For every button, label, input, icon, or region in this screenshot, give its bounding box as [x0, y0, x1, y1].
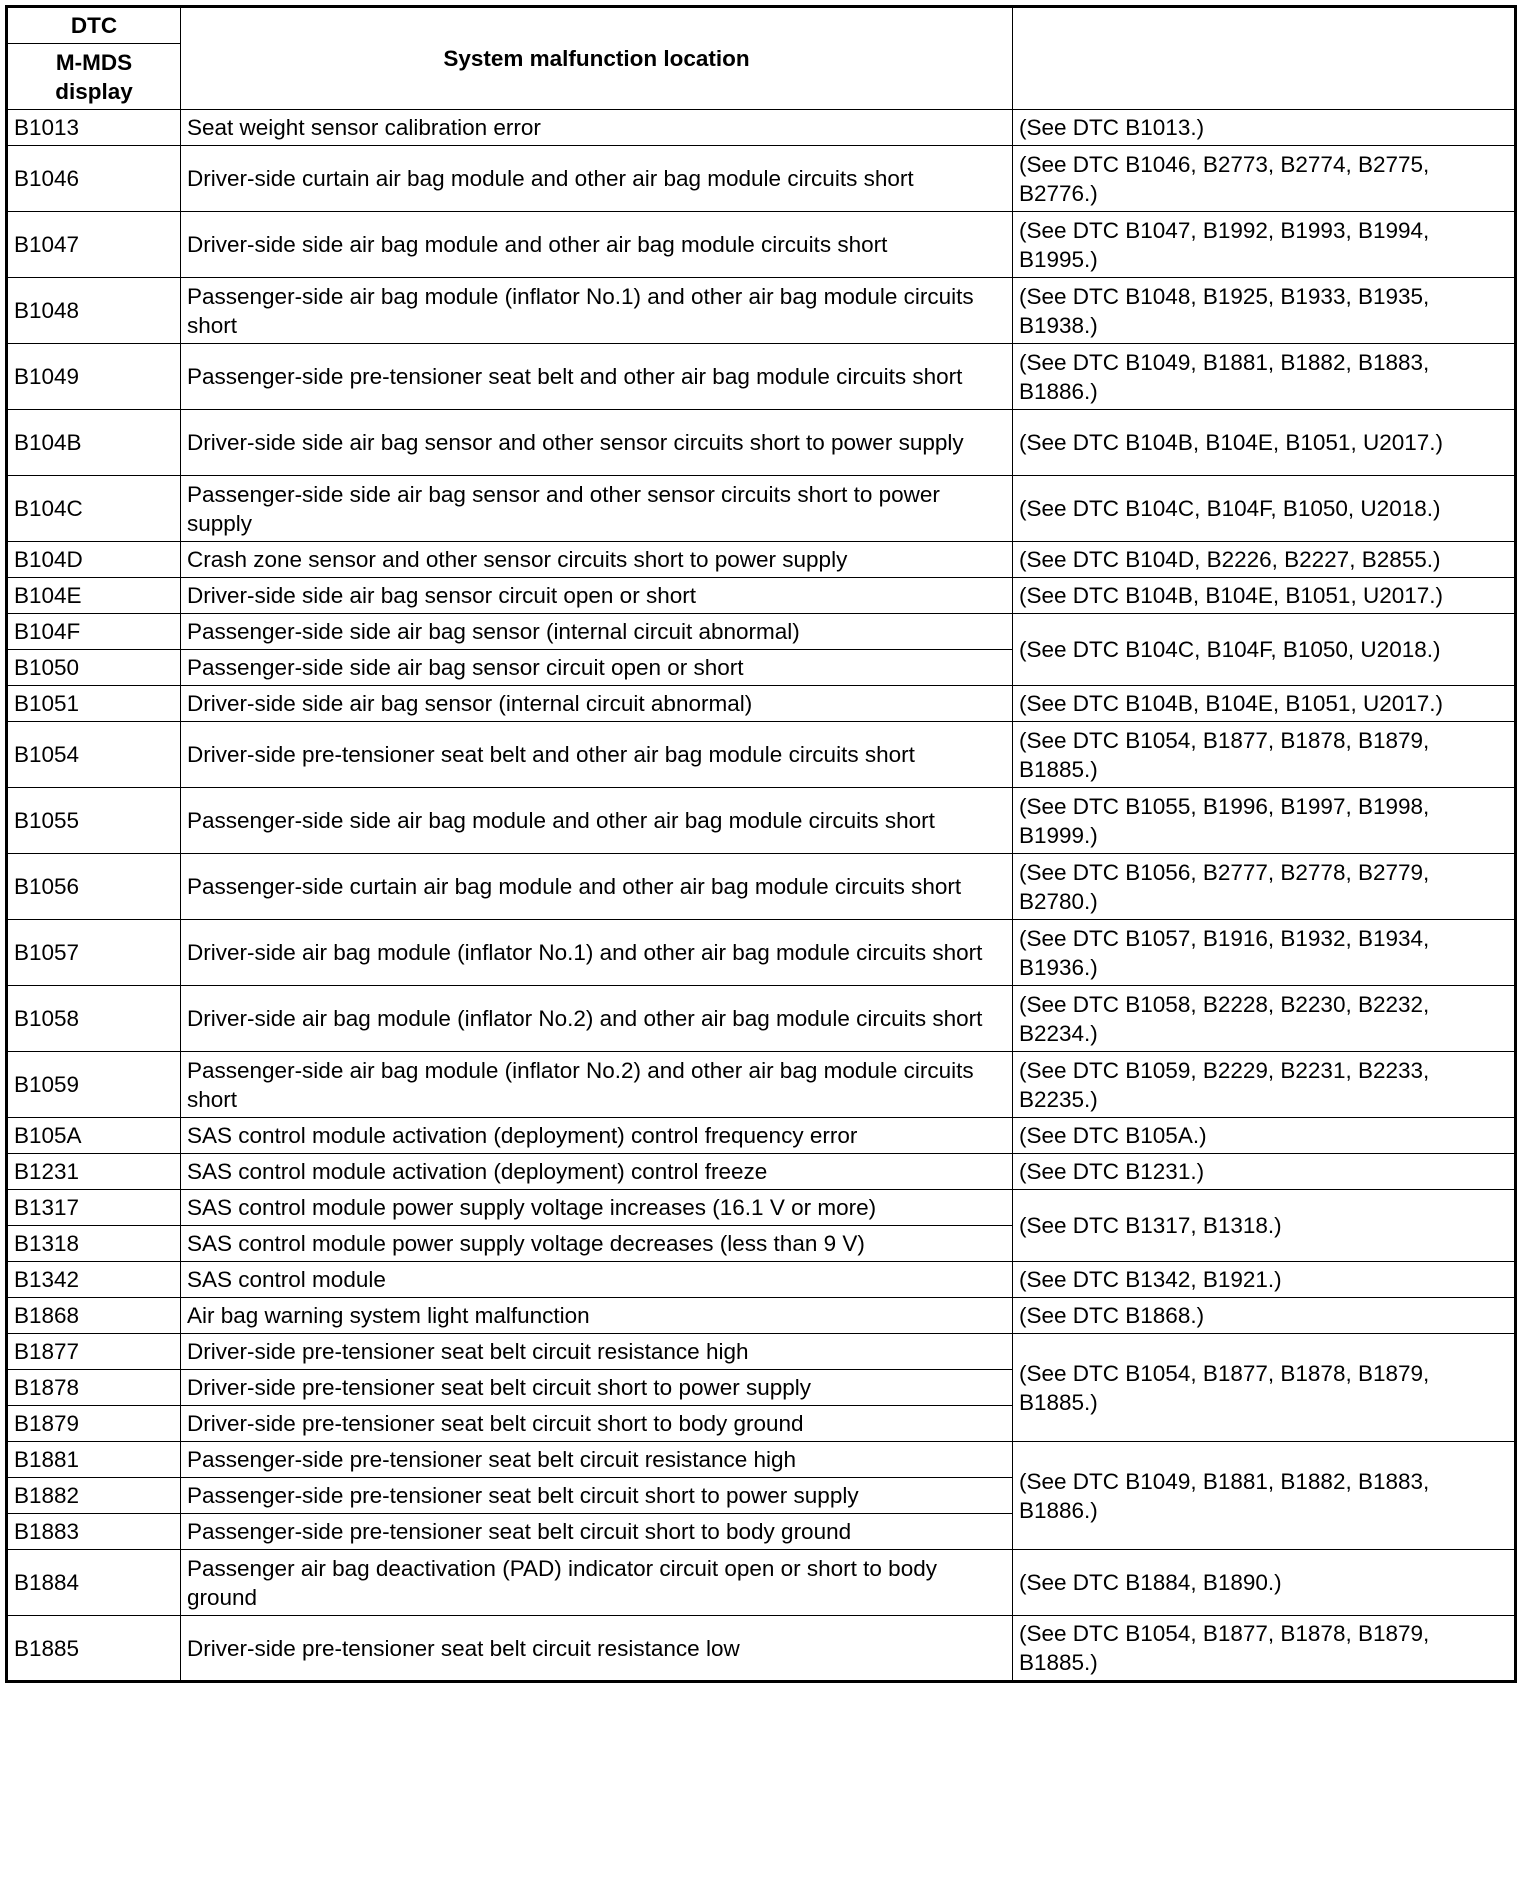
dtc-code: B1050: [7, 650, 181, 686]
reference: (See DTC B1046, B2773, B2774, B2775, B2776.): [1013, 146, 1516, 212]
table-row: [7, 986, 1516, 1052]
table-row: [7, 722, 1516, 788]
dtc-code: B1885: [7, 1616, 181, 1682]
malfunction-location: Driver-side side air bag sensor and other sensor circuits short to power supply: [181, 410, 1013, 476]
malfunction-location: Driver-side pre-tensioner seat belt circuit resistance high: [181, 1334, 1013, 1370]
dtc-code: B1049: [7, 344, 181, 410]
table-row: [7, 1616, 1516, 1682]
dtc-code: B1055: [7, 788, 181, 854]
malfunction-location: Driver-side air bag module (inflator No.2) and other air bag module circuits short: [181, 986, 1013, 1052]
table-row: [7, 578, 1516, 614]
table-row: [7, 686, 1516, 722]
table-row: [7, 1550, 1516, 1616]
header-ref: [1013, 7, 1516, 110]
table-row: [7, 212, 1516, 278]
malfunction-location: Driver-side pre-tensioner seat belt and other air bag module circuits short: [181, 722, 1013, 788]
malfunction-location: SAS control module activation (deployment) control freeze: [181, 1154, 1013, 1190]
reference: (See DTC B104C, B104F, B1050, U2018.): [1013, 476, 1516, 542]
dtc-code: B1013: [7, 110, 181, 146]
reference: (See DTC B104C, B104F, B1050, U2018.): [1013, 614, 1516, 686]
malfunction-location: Passenger-side pre-tensioner seat belt circuit short to body ground: [181, 1514, 1013, 1550]
table-row: [7, 1298, 1516, 1334]
table-row: [7, 542, 1516, 578]
header-dtc: DTC: [7, 7, 181, 44]
reference: (See DTC B1058, B2228, B2230, B2232, B2234.): [1013, 986, 1516, 1052]
reference: (See DTC B1049, B1881, B1882, B1883, B1886.): [1013, 344, 1516, 410]
reference: (See DTC B104B, B104E, B1051, U2017.): [1013, 578, 1516, 614]
dtc-code: B1868: [7, 1298, 181, 1334]
dtc-code: B104C: [7, 476, 181, 542]
malfunction-location: Driver-side pre-tensioner seat belt circuit short to body ground: [181, 1406, 1013, 1442]
malfunction-location: Air bag warning system light malfunction: [181, 1298, 1013, 1334]
header-location: System malfunction location: [181, 7, 1013, 110]
reference: (See DTC B1054, B1877, B1878, B1879, B1885.): [1013, 722, 1516, 788]
reference: (See DTC B1013.): [1013, 110, 1516, 146]
dtc-code: B1048: [7, 278, 181, 344]
reference: (See DTC B1059, B2229, B2231, B2233, B2235.): [1013, 1052, 1516, 1118]
table-row: [7, 476, 1516, 542]
reference: (See DTC B104B, B104E, B1051, U2017.): [1013, 686, 1516, 722]
dtc-code: B1059: [7, 1052, 181, 1118]
malfunction-location: Driver-side side air bag sensor (internal circuit abnormal): [181, 686, 1013, 722]
dtc-code: B1058: [7, 986, 181, 1052]
dtc-code: B1317: [7, 1190, 181, 1226]
table-row: [7, 1118, 1516, 1154]
dtc-code: B1882: [7, 1478, 181, 1514]
reference: (See DTC B1884, B1890.): [1013, 1550, 1516, 1616]
dtc-table: [5, 5, 1517, 1683]
malfunction-location: Passenger-side side air bag module and other air bag module circuits short: [181, 788, 1013, 854]
reference: (See DTC B104B, B104E, B1051, U2017.): [1013, 410, 1516, 476]
malfunction-location: Passenger-side curtain air bag module and other air bag module circuits short: [181, 854, 1013, 920]
table-row: [7, 920, 1516, 986]
malfunction-location: Passenger-side air bag module (inflator No.1) and other air bag module circuits short: [181, 278, 1013, 344]
reference: (See DTC B1342, B1921.): [1013, 1262, 1516, 1298]
table-row: [7, 1052, 1516, 1118]
reference: (See DTC B1054, B1877, B1878, B1879, B1885.): [1013, 1616, 1516, 1682]
table-row: [7, 344, 1516, 410]
dtc-code: B105A: [7, 1118, 181, 1154]
dtc-code: B104D: [7, 542, 181, 578]
malfunction-location: Driver-side pre-tensioner seat belt circuit resistance low: [181, 1616, 1013, 1682]
reference: (See DTC B1056, B2777, B2778, B2779, B2780.): [1013, 854, 1516, 920]
malfunction-location: Seat weight sensor calibration error: [181, 110, 1013, 146]
reference: (See DTC B1231.): [1013, 1154, 1516, 1190]
dtc-code: B104B: [7, 410, 181, 476]
malfunction-location: Passenger air bag deactivation (PAD) indicator circuit open or short to body ground: [181, 1550, 1013, 1616]
reference: (See DTC B1047, B1992, B1993, B1994, B1995.): [1013, 212, 1516, 278]
reference: (See DTC B105A.): [1013, 1118, 1516, 1154]
table-row: [7, 1154, 1516, 1190]
reference: (See DTC B1317, B1318.): [1013, 1190, 1516, 1262]
table-row: [7, 614, 1516, 650]
malfunction-location: Driver-side side air bag sensor circuit open or short: [181, 578, 1013, 614]
dtc-code: B1883: [7, 1514, 181, 1550]
dtc-code: B1051: [7, 686, 181, 722]
table-row: [7, 1334, 1516, 1370]
malfunction-location: Driver-side pre-tensioner seat belt circuit short to power supply: [181, 1370, 1013, 1406]
malfunction-location: SAS control module: [181, 1262, 1013, 1298]
malfunction-location: Passenger-side pre-tensioner seat belt circuit resistance high: [181, 1442, 1013, 1478]
header-mmds: M-MDS display: [7, 44, 181, 110]
table-row: [7, 278, 1516, 344]
malfunction-location: Crash zone sensor and other sensor circuits short to power supply: [181, 542, 1013, 578]
dtc-code: B1877: [7, 1334, 181, 1370]
dtc-code: B1342: [7, 1262, 181, 1298]
malfunction-location: Driver-side side air bag module and other air bag module circuits short: [181, 212, 1013, 278]
dtc-table-container: [5, 5, 1514, 1683]
reference: (See DTC B1054, B1877, B1878, B1879, B1885.): [1013, 1334, 1516, 1442]
malfunction-location: SAS control module power supply voltage decreases (less than 9 V): [181, 1226, 1013, 1262]
table-row: [7, 1262, 1516, 1298]
dtc-code: B1057: [7, 920, 181, 986]
reference: (See DTC B1055, B1996, B1997, B1998, B1999.): [1013, 788, 1516, 854]
table-row: [7, 854, 1516, 920]
malfunction-location: Passenger-side side air bag sensor (internal circuit abnormal): [181, 614, 1013, 650]
reference: (See DTC B1049, B1881, B1882, B1883, B1886.): [1013, 1442, 1516, 1550]
malfunction-location: Driver-side air bag module (inflator No.1) and other air bag module circuits short: [181, 920, 1013, 986]
table-row: [7, 110, 1516, 146]
reference: (See DTC B1048, B1925, B1933, B1935, B1938.): [1013, 278, 1516, 344]
malfunction-location: Passenger-side side air bag sensor and other sensor circuits short to power supply: [181, 476, 1013, 542]
reference: (See DTC B1057, B1916, B1932, B1934, B1936.): [1013, 920, 1516, 986]
malfunction-location: Passenger-side air bag module (inflator No.2) and other air bag module circuits short: [181, 1052, 1013, 1118]
malfunction-location: Passenger-side pre-tensioner seat belt and other air bag module circuits short: [181, 344, 1013, 410]
malfunction-location: Driver-side curtain air bag module and other air bag module circuits short: [181, 146, 1013, 212]
dtc-code: B1318: [7, 1226, 181, 1262]
dtc-code: B1056: [7, 854, 181, 920]
malfunction-location: Passenger-side side air bag sensor circuit open or short: [181, 650, 1013, 686]
table-row: [7, 788, 1516, 854]
dtc-code: B1879: [7, 1406, 181, 1442]
reference: (See DTC B104D, B2226, B2227, B2855.): [1013, 542, 1516, 578]
dtc-code: B1046: [7, 146, 181, 212]
malfunction-location: SAS control module power supply voltage increases (16.1 V or more): [181, 1190, 1013, 1226]
dtc-code: B1881: [7, 1442, 181, 1478]
dtc-code: B104F: [7, 614, 181, 650]
table-row: [7, 1442, 1516, 1478]
dtc-code: B1884: [7, 1550, 181, 1616]
table-row: [7, 410, 1516, 476]
header-row-1: [7, 7, 1516, 44]
dtc-code: B1878: [7, 1370, 181, 1406]
dtc-code: B1231: [7, 1154, 181, 1190]
dtc-code: B1047: [7, 212, 181, 278]
dtc-code: B104E: [7, 578, 181, 614]
malfunction-location: SAS control module activation (deployment) control frequency error: [181, 1118, 1013, 1154]
table-row: [7, 146, 1516, 212]
reference: (See DTC B1868.): [1013, 1298, 1516, 1334]
malfunction-location: Passenger-side pre-tensioner seat belt circuit short to power supply: [181, 1478, 1013, 1514]
table-row: [7, 1190, 1516, 1226]
dtc-code: B1054: [7, 722, 181, 788]
